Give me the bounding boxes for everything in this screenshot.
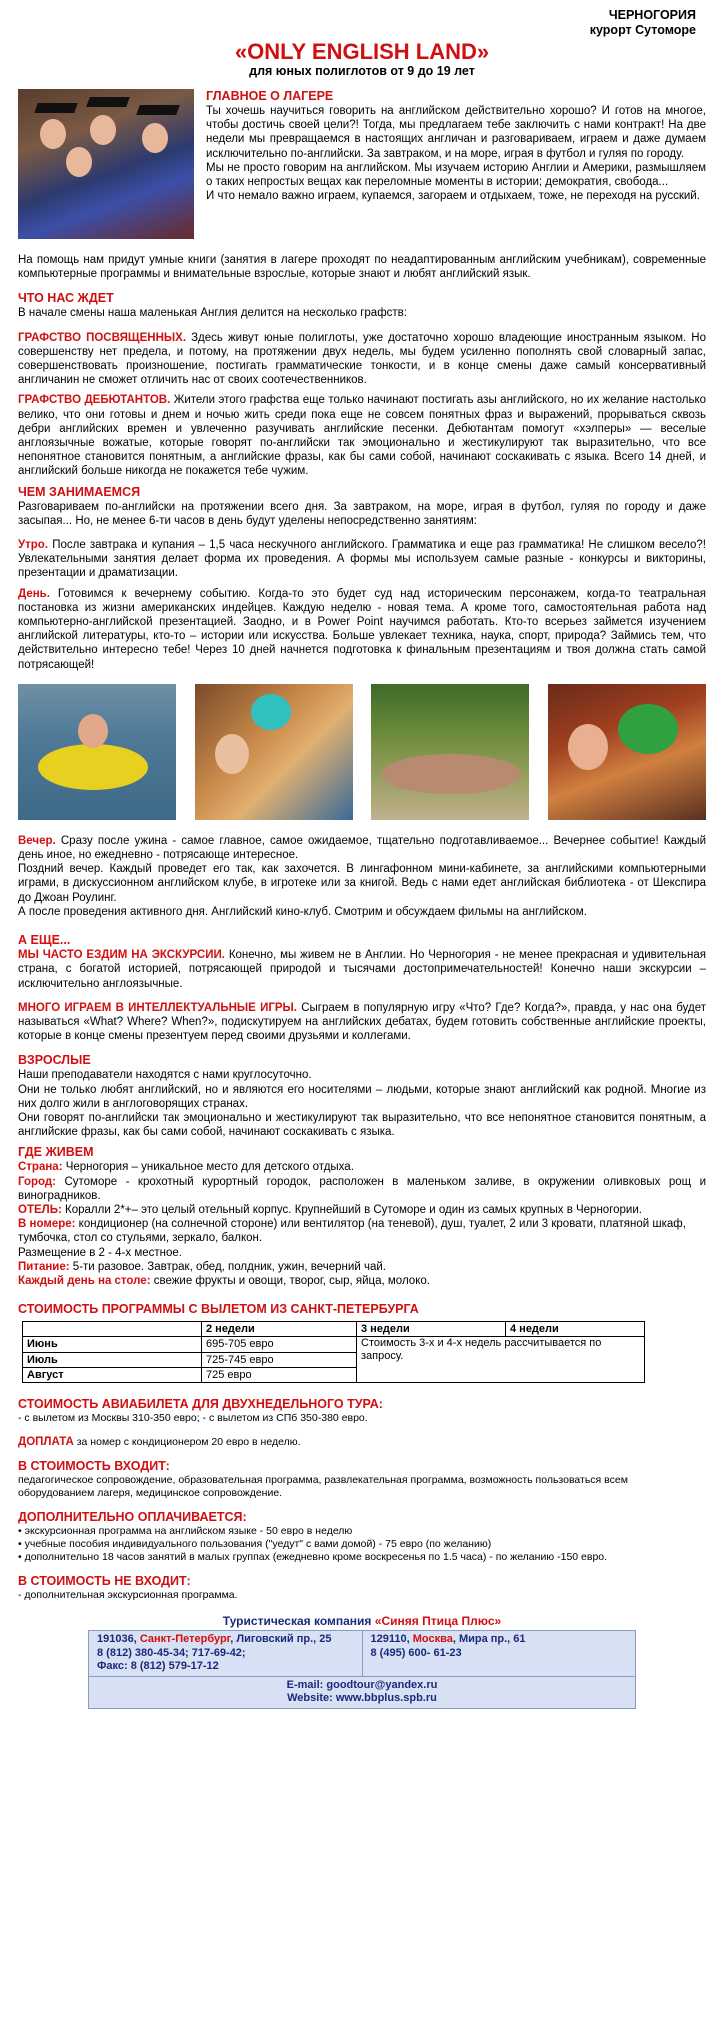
spb-fax: Факс: 8 (812) 579-17-12 bbox=[97, 1660, 219, 1673]
day-block bbox=[18, 587, 706, 672]
county-initiated bbox=[18, 331, 706, 388]
table-row bbox=[23, 1337, 645, 1352]
excursions-text: Конечно, мы живем не в Англии. Но Черногория - не менее прекрасная и удивительная страна, с богатой историей, потрясающей природой и тысячами достопримечательностей! Конечно наши экскурсии – исключительно англоязычные. bbox=[18, 949, 707, 990]
evening-text: Сразу после ужина - самое главное, самое ожидаемое, тщательно подготавливаемое... Вечернее событие! Каждый день иное, но ежедневно - потрясающе интересное. bbox=[18, 834, 706, 862]
county-debutants-text: Жители этого графства еще только начинают постигать азы английского, но их желание настолько велико, что они готовы и днем и ночью жить среди пока еще не совсем понятных фраз и выражений, прорываться сквозь дебри английских времен и увлеченно разучивать английские песенки. Дебютантам помогут «хэлперы» — веселые англоязычные вожатые, которые говорят по-английски так эмоционально и жестикулируют так выразительно, что все непонятное становится понятным, а английские фразы, как бы сами собой, начинают соскакивать с языка. Всего 14 дней, и английский больше никогда не покажется тебе чужим. bbox=[18, 394, 707, 478]
graduates-photo bbox=[18, 89, 194, 239]
price-table bbox=[22, 1321, 645, 1383]
adults-line: Они говорят по-английски так эмоционально и жестикулируют так выразительно, что все непонятное становится понятным, а английские фразы, как бы сами собой, начинают соскакивать с языка. bbox=[18, 1111, 706, 1139]
website-link[interactable]: Website: www.bbplus.spb.ru bbox=[287, 1692, 437, 1705]
group-photo bbox=[371, 684, 529, 820]
where-food: Питание: 5-ти разовое. Завтрак, обед, полдник, ужин, вечерний чай. bbox=[18, 1260, 386, 1273]
price-heading: СТОИМОСТЬ ПРОГРАММЫ С ВЫЛЕТОМ ИЗ САНКТ-ПЕТЕРБУРГА bbox=[18, 1302, 419, 1317]
evening-block bbox=[18, 834, 706, 862]
price-cell: 695-705 евро bbox=[202, 1337, 357, 1352]
camp-title: «ONLY ENGLISH LAND» bbox=[234, 39, 490, 64]
air-heading: СТОИМОСТЬ АВИАБИЛЕТА ДЛЯ ДВУХНЕДЕЛЬНОГО ТУРА: bbox=[18, 1396, 383, 1411]
games-label: МНОГО ИГРАЕМ В ИНТЕЛЛЕКТУАЛЬНЫЕ ИГРЫ. bbox=[18, 1001, 297, 1014]
col-3-weeks: 3 недели bbox=[357, 1322, 506, 1337]
country: ЧЕРНОГОРИЯ bbox=[608, 8, 696, 22]
games-text: Сыграем в популярную игру «Что? Где? Когда?», правда, у нас она будет называться «What? Where? When?», подискутируем на английских дебатах, будем готовить собственные английские проекты, которые в конце смены презентуем перед своими друзьями и коллегами. bbox=[18, 1001, 706, 1043]
adults-line: Они не только любят английский, но и являются его носителями – людьми, которые знают английский как родной. Многие из них долго жили в англоговорящих странах. bbox=[18, 1083, 706, 1110]
price-cell: 725 евро bbox=[202, 1367, 357, 1382]
msk-office: 129110, Москва, Мира пр., 61 8 (495) 600- 61-23 bbox=[362, 1631, 636, 1676]
where-room: В номере: кондиционер (на солнечной стороне) или вентилятор (на теневой), душ, туалет, 2 или 3 кровати, платяной шкаф, тумбочка, стол со стульями, зеркало, балкон. bbox=[18, 1218, 686, 1245]
adults-line: Наши преподаватели находятся с нами круглосуточно. bbox=[18, 1069, 312, 1082]
paid-heading: ДОПОЛНИТЕЛЬНО ОПЛАЧИВАЕТСЯ: bbox=[18, 1510, 247, 1525]
county-debutants bbox=[18, 393, 706, 478]
evening-label: Вечер. bbox=[18, 834, 56, 847]
games-block bbox=[18, 1001, 706, 1044]
company-line: Туристическая компания «Синяя Птица Плюс» bbox=[222, 1614, 502, 1629]
late-evening: Поздний вечер. Каждый проведет его так, как захочется. В лингафонном мини-кабинете, за английскими компьютерными играми, в дискуссионном английском клубе, в игротеке или за книгой. Ведь с нами едет английская библиотека - от Шекспира до Джоан Роулинг. bbox=[18, 863, 706, 904]
price-cell: 725-745 евро bbox=[202, 1352, 357, 1367]
adults-heading: ВЗРОСЛЫЕ bbox=[18, 1053, 91, 1068]
expect-lead: В начале смены наша маленькая Англия делится на несколько графств: bbox=[18, 307, 407, 320]
email-link[interactable]: E-mail: goodtour@yandex.ru bbox=[286, 1678, 438, 1691]
excursions-block bbox=[18, 948, 706, 991]
film-club: А после проведения активного дня. Английский кино-клуб. Смотрим и обсуждаем фильмы на английском. bbox=[18, 905, 587, 918]
intro-paragraph: И что немало важно играем, купаемся, загораем и отдыхаем, тоже, не переходя на русский. bbox=[206, 190, 700, 203]
photo-strip bbox=[18, 684, 706, 820]
where-heading: ГДЕ ЖИВЕМ bbox=[18, 1145, 94, 1160]
list-item: • дополнительно 18 часов занятий в малых группах (ежедневно кроме воскресенья по 1.5 часа) - по желанию -150 евро. bbox=[18, 1551, 608, 1564]
company-name: «Синяя Птица Плюс» bbox=[374, 1614, 502, 1629]
camp-subtitle: для юных полиглотов от 9 до 19 лет bbox=[249, 64, 475, 78]
col-2-weeks: 2 недели bbox=[202, 1322, 357, 1337]
party-photo bbox=[548, 684, 706, 820]
list-item: • учебные пособия индивидуального пользования ("уедут" с вами домой) - 75 евро (по желанию) bbox=[18, 1538, 492, 1551]
month-cell: Июль bbox=[23, 1352, 202, 1367]
excursions-label: МЫ ЧАСТО ЕЗДИМ НА ЭКСКУРСИИ. bbox=[18, 949, 225, 962]
more-heading: А ЕЩЕ... bbox=[18, 933, 71, 948]
books-paragraph: На помощь нам придут умные книги (занятия в лагере проходят по неадаптированным английским учебникам), современные компьютерные программы и внимательные взрослые, которые знают и любят английский язык. bbox=[18, 254, 706, 281]
morning-label: Утро. bbox=[18, 539, 49, 552]
month-cell: Июнь bbox=[23, 1337, 202, 1352]
document bbox=[18, 8, 706, 1709]
included-heading: В СТОИМОСТЬ ВХОДИТ: bbox=[18, 1459, 170, 1474]
month-cell: Август bbox=[23, 1367, 202, 1382]
activities-lead: Разговариваем по-английски на протяжении всего дня. За завтраком, на море, играя в футбол, гуляя по городу и даже засыпая... Но, не менее 6-ти часов в день будут уделены непосредственно занятиям: bbox=[18, 500, 706, 527]
intro-section bbox=[18, 89, 706, 239]
sea-photo bbox=[18, 684, 176, 820]
location-header bbox=[18, 8, 696, 38]
expect-heading: ЧТО НАС ЖДЕТ bbox=[18, 291, 114, 306]
online-contacts bbox=[89, 1676, 635, 1708]
where-placement: Размещение в 2 - 4-х местное. bbox=[18, 1246, 182, 1259]
surcharge-text: за номер с кондиционером 20 евро в неделю. bbox=[73, 1435, 301, 1448]
county-initiated-text: Здесь живут юные полиглоты, уже достаточно хорошо владеющие иностранным языком. Но совершенству нет предела, и потому, на протяжении двух недель, мы будем усиленно пополнять свой словарный запас, совершенствовать произношение, постигать грамматические тонкости, и в конце смены даже самый консервативный англичанин не сможет отличить нас от своих соотечественников. bbox=[18, 331, 707, 387]
where-country: Страна: Черногория – уникальное место для детского отдыха. bbox=[18, 1161, 354, 1174]
costume-photo bbox=[195, 684, 353, 820]
county-initiated-name: ГРАФСТВО ПОСВЯЩЕННЫХ. bbox=[18, 331, 187, 344]
list-item: • экскурсионная программа на английском языке - 50 евро в неделю bbox=[18, 1525, 353, 1538]
where-city: Город: Сутоморе - крохотный курортный городок, расположен в маленьком заливе, в окружении оливковых рощ и виноградников. bbox=[18, 1175, 706, 1202]
spb-office: 191036, Санкт-Петербург, Лиговский пр., 25 8 (812) 380-45-34; 717-69-42; Факс: 8 (812) 579-17-12 bbox=[89, 1631, 362, 1676]
day-label: День. bbox=[18, 587, 50, 600]
excluded-heading: В СТОИМОСТЬ НЕ ВХОДИТ: bbox=[18, 1574, 191, 1589]
excluded-text: - дополнительная экскурсионная программа. bbox=[18, 1589, 238, 1602]
morning-block bbox=[18, 538, 706, 581]
intro-text bbox=[206, 89, 706, 239]
morning-text: После завтрака и купания – 1,5 часа нескучного английского. Грамматика и еще раз грамматика! Не слишком весело?! Увлекательными занятия делает форма их проведения. А формы мы используем самые разные - конкурсы и викторины, презентации и драматизации. bbox=[18, 539, 706, 580]
surcharge-label: ДОПЛАТА bbox=[18, 1435, 74, 1448]
surcharge bbox=[18, 1435, 706, 1449]
air-text: - с вылетом из Москвы 310-350 евро; - с вылетом из СПб 350-380 евро. bbox=[18, 1411, 368, 1424]
msk-phone: 8 (495) 600- 61-23 bbox=[370, 1646, 462, 1659]
intro-heading: ГЛАВНОЕ О ЛАГЕРЕ bbox=[206, 89, 334, 103]
intro-paragraph: Мы не просто говорим на английском. Мы изучаем историю Англии и Америки, размышляем о таких непростых вещах как переломные моменты в истории; демократия, свобода... bbox=[206, 161, 706, 189]
price-note: Стоимость 3-х и 4-х недель рассчитывается по запросу. bbox=[357, 1337, 645, 1383]
col-4-weeks: 4 недели bbox=[506, 1322, 645, 1337]
intro-paragraph: Ты хочешь научиться говорить на английском действительно хорошо? И готов на многое, чтобы достичь своей цели?! Тогда, мы предлагаем тебе заключить с нами контракт! На две недели мы превращаемся в настоящих англичан и разговариваем, играем и даже думаем исключительно по-английски. За завтраком, и на море, играя в футбол и гуляя по городу. bbox=[206, 105, 706, 160]
included-text: педагогическое сопровождение, образовательная программа, развлекательная программа, возможность пользоваться всем оборудованием лагеря, медицинское сопровождение. bbox=[18, 1474, 628, 1500]
resort: курорт Сутоморе bbox=[589, 23, 696, 37]
where-hotel: ОТЕЛЬ: Коралли 2*+– это целый отельный корпус. Крупнейший в Сутоморе и один из самых крупных в Черногории. bbox=[18, 1203, 642, 1216]
where-table: Каждый день на столе: свежие фрукты и овощи, творог, сыр, яйца, молоко. bbox=[18, 1274, 430, 1287]
contacts-box bbox=[88, 1630, 636, 1709]
activities-heading: ЧЕМ ЗАНИМАЕМСЯ bbox=[18, 484, 141, 499]
spb-phone: 8 (812) 380-45-34; 717-69-42; bbox=[97, 1646, 246, 1659]
day-text: Готовимся к вечернему событию. Когда-то это будет суд над историческим персонажем, когда-то театральная постановка из жизни американских индейцев. Каждую неделю - новая тема. А кроме того, самостоятельная работа над компьютерно-английской презентацией. Заодно, и в Power Point научимся работать. Кто-то всерьез займется изучением английской литературы, кто-то – истории или искусства. Больше увлекает техника, наука, спорт, природа? Займись тем, что действительно интересно тебе! Через 10 дней начнется подготовка к финальным презентациям и твоя должна стать самой потрясающей! bbox=[18, 587, 706, 671]
county-debutants-name: ГРАФСТВО ДЕБЮТАНТОВ. bbox=[18, 394, 171, 407]
table-row bbox=[23, 1322, 645, 1337]
